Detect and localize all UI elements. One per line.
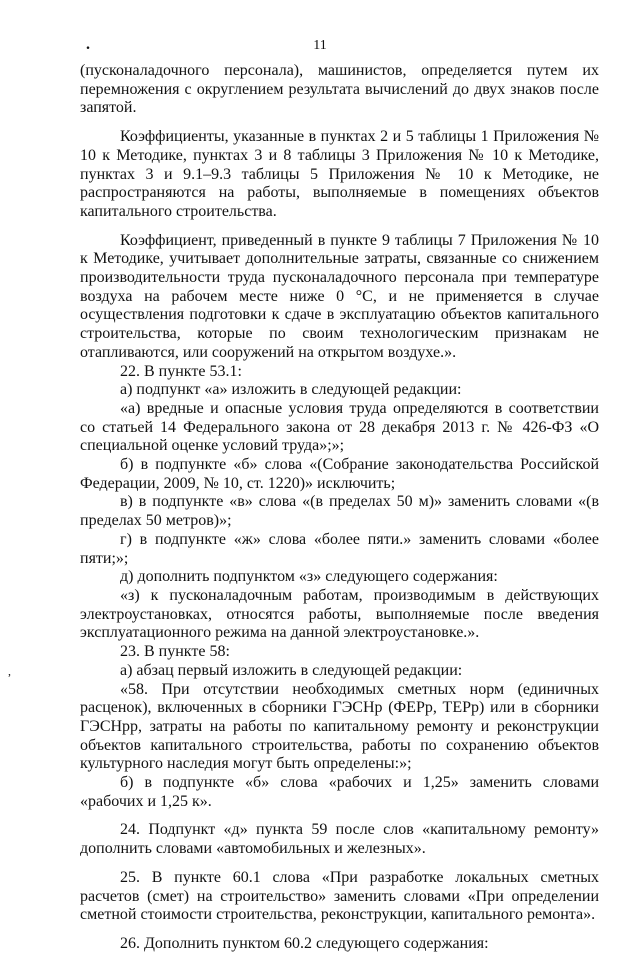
paragraph: Коэффициенты, указанные в пунктах 2 и 5 таблицы 1 Приложения № 10 к Методике, пунктах 3 и 8 таблицы 3 Приложения № 10 к Методике, пунктах 3 и 9.1–9.3 таблицы 5 Приложения № 10 к Методике, не распространяются на работы, выполняемые в помещениях объектов капитального строительства. [80,128,599,220]
paragraph: «58. При отсутствии необходимых сметных норм (единичных расценок), включенных в сборники ГЭСНр (ФЕРр, ТЕРр) или в сборники ГЭСНрр, затраты на работы по капитальному ремонту и реконструкции объектов капитального строительства, работы по сохранению объектов культурного наследия могут быть определены:»; [80,680,599,773]
section-heading: 22. В пункте 53.1: [120,362,242,380]
page-number: 11 [313,38,327,53]
paragraph: а) абзац первый изложить в следующей редакции: [120,661,463,679]
top-dot-mark: . [86,36,90,53]
paragraph: б) в подпункте «б» слова «(Собрание законодательства Российской Федерации, 2009, № 10, ст. 1220)» исключить; [80,456,599,492]
margin-mark: , [8,664,11,678]
paragraph: д) дополнить подпунктом «з» следующего содержания: [120,568,498,586]
paragraph: «з) к пусконаладочным работам, производимым в действующих электроустановках, относятся работы, выполняемые после введения эксплуатационного режима на данной электроустановке.». [80,586,599,642]
paragraph: 26. Дополнить пунктом 60.2 следующего содержания: [120,934,489,952]
paragraph: 25. В пункте 60.1 слова «При разработке локальных сметных расчетов (смет) на строительство» заменить словами «При определении сметной стоимости строительства, реконструкции, капитального ремонта». [80,868,599,924]
paragraph: (пусконаладочного персонала), машинистов, определяется путем их перемножения с округлением результата вычислений до двух знаков после запятой. [80,62,599,117]
paragraph: а) подпункт «а» изложить в следующей редакции: [120,381,462,399]
paragraph: г) в подпункте «ж» слова «более пяти.» заменить словами «более пяти;»; [80,530,599,567]
paragraph: в) в подпункте «в» слова «(в пределах 50 м)» заменить словами «(в пределах 50 метров)»; [80,493,599,530]
document-body [80,62,599,954]
paragraph: б) в подпункте «б» слова «рабочих и 1,25» заменить словами «рабочих и 1,25 к». [80,774,599,810]
paragraph: «а) вредные и опасные условия труда определяются в соответствии со статьей 14 Федерального закона от 28 декабря 2013 г. № 426-ФЗ «О специальной оценке условий труда»;»; [80,399,599,455]
section-heading: 23. В пункте 58: [120,643,230,661]
paragraph: Коэффициент, приведенный в пункте 9 таблицы 7 Приложения № 10 к Методике, учитывает дополнительные затраты, связанные со снижением производительности труда пусконаладочного персонала при температуре воздуха на рабочем месте ниже 0 °С, и не применяется в случае осуществления подготовки к сдаче в эксплуатацию объектов капитального строительства, которые по своим технологическим признакам не отапливаются, или сооружений на открытом воздухе.». [80,231,599,361]
paragraph: 24. Подпункт «д» пункта 59 после слов «капитальному ремонту» дополнить словами «автомобильных и железных». [80,821,599,858]
